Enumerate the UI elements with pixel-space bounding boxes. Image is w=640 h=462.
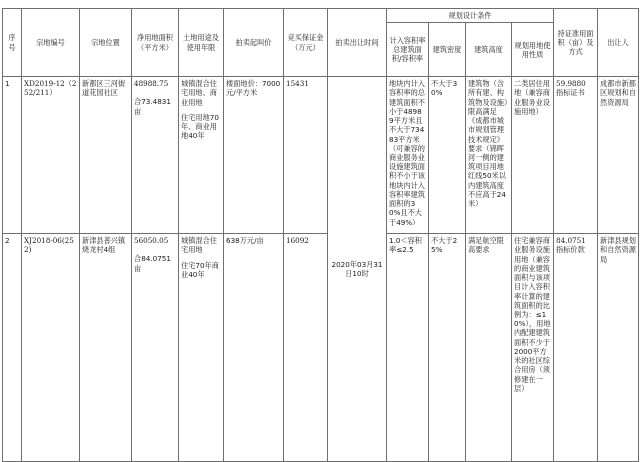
row1-cert: 59.9880 指标证书 <box>554 77 598 234</box>
row1-deposit: 15431 <box>284 77 328 234</box>
row1-start-price: 楼面地价：7000元/平方米 <box>224 77 284 234</box>
row2-land-use: 城镇混合住宅用地 住宅70年商业40年 <box>179 234 224 462</box>
row1-far: 地块内计入容积率的总建筑面积不小于48989平方米且不大于73483平方米（可兼容的商业服务业设施建筑面积不小于该地块内计入容积率建筑面积的30%且不大于49%） <box>387 77 429 234</box>
header-plan-nature: 规划用地使用性质 <box>512 23 554 77</box>
header-start-price: 拍卖起叫价 <box>224 9 284 77</box>
row2-grantor: 新津县规划和自然资源局 <box>598 234 639 462</box>
header-parcel-no: 宗地编号 <box>22 9 80 77</box>
land-auction-table <box>2 8 639 462</box>
row2-seq: 2 <box>3 234 22 462</box>
row2-parcel-no: XJ2018-06(252) <box>22 234 80 462</box>
row2-start-price: 638万元/亩 <box>224 234 284 462</box>
header-auction-time: 拍卖出让时间 <box>328 9 387 77</box>
header-deposit: 竞买保证金（万元） <box>284 9 328 77</box>
header-plan-far: 计入容积率总建筑面积/容积率 <box>387 23 429 77</box>
row2-cert: 84.0751 指标价款 <box>554 234 598 462</box>
auction-time-cell: 2020年03月31日10时 <box>328 77 387 462</box>
row1-grantor: 成都市新都区规划和自然资源局 <box>598 77 639 234</box>
header-cert: 持证准用面积（亩）及方式 <box>554 9 598 77</box>
header-plan-height: 建筑高度 <box>466 23 512 77</box>
row2-location: 新津县普兴镇烧龙村4组 <box>80 234 132 462</box>
header-land-use: 土地用途及使用年限 <box>179 9 224 77</box>
table-row <box>3 234 639 462</box>
row1-height: 建筑物（含所有建、构筑物及设施）限高满足《成都市城市规划管理技术规定》要求（锦晖河一侧的建筑项目用地红线50米以内建筑高度不应高于24米） <box>466 77 512 234</box>
table-row <box>3 77 639 234</box>
row1-location: 新都区三河街道花园社区 <box>80 77 132 234</box>
header-planning-group: 规划设计条件 <box>387 9 554 23</box>
row1-parcel-no: XD2019-12（252/211） <box>22 77 80 234</box>
header-plan-density: 建筑密度 <box>429 23 466 77</box>
row1-nature: 二类居住用地（兼容商业服务业设施用地） <box>512 77 554 234</box>
header-seq: 序号 <box>3 9 22 77</box>
header-grantor: 出让人 <box>598 9 639 77</box>
header-net-area: 净用地面积（平方米） <box>132 9 179 77</box>
row1-seq: 1 <box>3 77 22 234</box>
row1-land-use: 城镇混合住宅用地、商业用地 住宅用地70年、商业用地40年 <box>179 77 224 234</box>
row1-net-area: 48988.75 合73.4831亩 <box>132 77 179 234</box>
row2-density: 不大于25% <box>429 234 466 462</box>
row2-height: 满足航空限高要求 <box>466 234 512 462</box>
row2-deposit: 16092 <box>284 234 328 462</box>
row2-net-area: 56050.05 合84.0751亩 <box>132 234 179 462</box>
row1-density: 不大于30% <box>429 77 466 234</box>
row2-far: 1.0＜容积率≤2.5 <box>387 234 429 462</box>
row2-nature: 住宅兼容商业服务设施用地（兼容的商业建筑面积与该项目计入容积率计算的建筑面积的比例为：≤10%），用地内配建建筑面积不少于2000平方米的社区综合用房（须修建在一层） <box>512 234 554 462</box>
header-location: 宗地位置 <box>80 9 132 77</box>
